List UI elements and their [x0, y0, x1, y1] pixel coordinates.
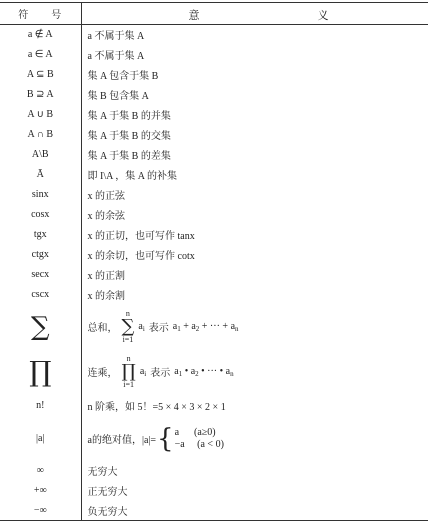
- row-meaning: x 的正弦: [87, 191, 125, 202]
- table-row: [0, 285, 428, 305]
- row-meaning: n 阶乘，如 5！=5 × 4 × 3 × 2 × 1: [87, 402, 226, 413]
- row-meaning: 集 B 包含集 A: [87, 91, 149, 102]
- row-symbol: A ∪ B: [0, 105, 81, 125]
- factorial-row: [0, 395, 428, 417]
- table-row: [0, 105, 428, 125]
- sum-term: $a_i$: [138, 320, 145, 333]
- row-symbol: −∞: [0, 501, 81, 521]
- row-symbol: ∞: [0, 461, 81, 481]
- product-prefix: 连乘，: [87, 368, 118, 379]
- table-header-row: [0, 3, 428, 25]
- row-meaning: 即 I\A ，集 A 的补集: [87, 171, 177, 182]
- row-symbol: B ⊇ A: [0, 85, 81, 105]
- table-row: [0, 45, 428, 65]
- header-symbol-char-1: 符: [18, 10, 30, 21]
- row-meaning: x 的正割: [87, 271, 125, 282]
- table-row: [0, 25, 428, 45]
- row-meaning: 正无穷大: [87, 487, 128, 498]
- abs-formula: [87, 423, 224, 454]
- header-symbol: [0, 3, 81, 25]
- row-symbol: a ∈ A: [0, 45, 81, 65]
- math-symbol-table: [0, 2, 428, 521]
- row-symbol: Ā: [0, 165, 81, 185]
- product-term: $a_i$: [139, 365, 147, 378]
- left-brace: {: [157, 423, 174, 454]
- table-row: [0, 165, 428, 185]
- row-meaning: 负无穷大: [81, 501, 428, 521]
- row-symbol: A ∩ B: [0, 125, 81, 145]
- row-symbol: +∞: [0, 481, 81, 501]
- row-meaning: 无穷大: [87, 467, 118, 478]
- row-symbol: A\B: [0, 145, 81, 165]
- product-upper-limit: n: [126, 353, 131, 363]
- row-symbol: [0, 305, 81, 349]
- row-symbol: tgx: [0, 225, 81, 245]
- row-symbol: sinx: [0, 185, 81, 205]
- table-row: [0, 501, 428, 521]
- row-meaning: x 的正切，也可写作 tanx: [87, 231, 195, 242]
- row-symbol: [0, 349, 81, 395]
- summation-symbol: ∑: [30, 311, 50, 342]
- product-sign: ∏: [121, 360, 136, 382]
- table-row: [0, 85, 428, 105]
- abs-case-negative: −a (a < 0): [174, 438, 224, 450]
- table-row: [0, 265, 428, 285]
- table-row: [0, 245, 428, 265]
- row-meaning: 集 A 于集 B 的并集: [87, 111, 171, 122]
- row-symbol: secx: [0, 265, 81, 285]
- header-meaning-char-1: 意: [188, 10, 201, 22]
- row-symbol: a ∉ A: [0, 25, 81, 45]
- product-operator: [122, 355, 136, 389]
- row-meaning: a 不属于集 A: [87, 31, 145, 43]
- row-meaning: 集 A 于集 B 的差集: [87, 151, 171, 162]
- table-row: [0, 145, 428, 165]
- row-symbol: A ⊆ B: [0, 65, 81, 85]
- row-symbol: n!: [0, 395, 81, 417]
- header-symbol-char-2: 号: [51, 10, 63, 21]
- table-row: [0, 205, 428, 225]
- row-meaning: 集 A 于集 B 的交集: [87, 131, 171, 142]
- row-meaning: a 不属于集 A: [87, 51, 145, 62]
- row-symbol: cosx: [0, 205, 81, 225]
- row-symbol: cscx: [0, 285, 81, 305]
- table-row: [0, 225, 428, 245]
- row-meaning: x 的余切，也可写作 cotx: [87, 251, 195, 262]
- sum-expansion: $a_1 + a_2$ + ··· + $a_n$: [172, 320, 239, 333]
- sum-prefix: 总和，: [87, 323, 118, 334]
- abs-row: [0, 417, 428, 461]
- header-meaning: [81, 3, 428, 25]
- abs-prefix: a的绝对值，|a|=: [87, 435, 157, 446]
- table-row: [0, 65, 428, 85]
- table-row: [0, 461, 428, 481]
- abs-case-nonnegative: a (a≥0): [174, 426, 216, 438]
- abs-cases: [175, 427, 224, 451]
- product-formula: [88, 355, 234, 389]
- row-meaning: [81, 305, 428, 349]
- table-row: [0, 481, 428, 501]
- product-word: 表示: [150, 368, 171, 379]
- sum-upper-limit: n: [125, 308, 130, 318]
- row-meaning: x 的余弦: [87, 211, 125, 222]
- table-row: [0, 125, 428, 145]
- product-symbol: ∏: [29, 354, 52, 388]
- row-meaning: x 的余割: [87, 291, 125, 302]
- product-lower-limit: i=1: [123, 379, 135, 389]
- sum-sign: ∑: [121, 315, 135, 337]
- row-meaning: 集 A 包含于集 B: [87, 71, 159, 82]
- row-symbol: |a|: [0, 417, 81, 461]
- sum-word: 表示: [148, 323, 169, 334]
- row-meaning: [81, 349, 428, 395]
- product-row: [0, 349, 428, 395]
- sum-row: [0, 305, 428, 349]
- sum-lower-limit: i=1: [122, 334, 134, 344]
- sum-operator: [122, 310, 135, 344]
- table-row: [0, 185, 428, 205]
- product-expansion: $a_1$ • $a_2$ • ··· • $a_n$: [174, 365, 234, 378]
- row-meaning: [81, 417, 428, 461]
- row-symbol: ctgx: [0, 245, 81, 265]
- sum-formula: [88, 310, 239, 344]
- header-meaning-char-2: 义: [317, 10, 330, 22]
